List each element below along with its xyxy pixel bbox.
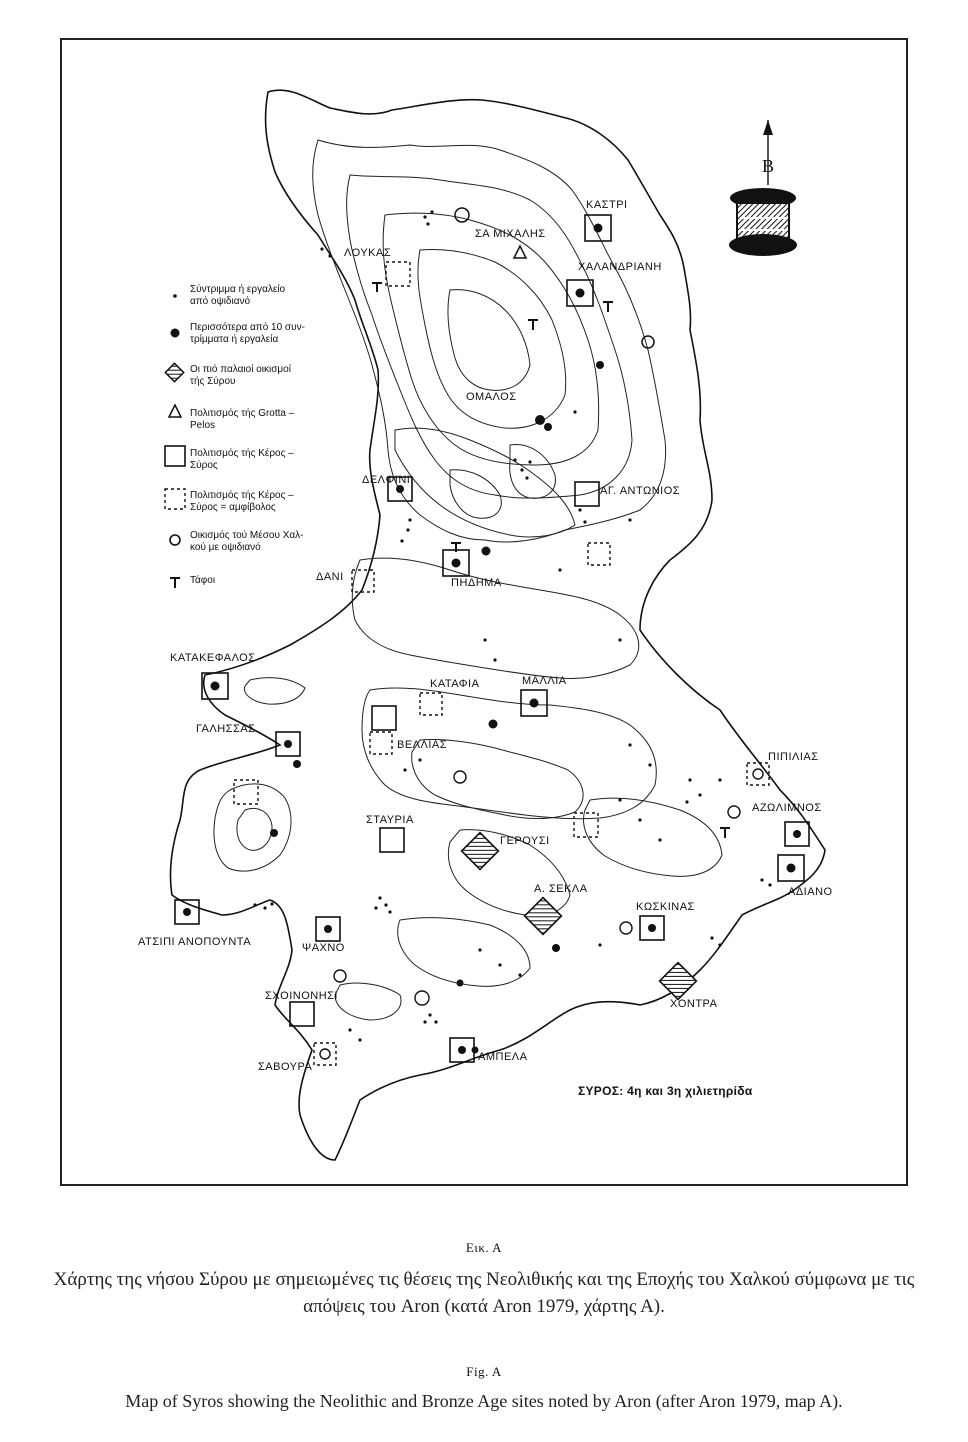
map-title: ΣΥΡΟΣ: 4η και 3η χιλιετηρίδα [578, 1084, 753, 1098]
place-label-atsipi: ΑΤΣΙΠΙ ΑΝΟΠΟΥΝΤΑ [138, 936, 252, 948]
legend-item [160, 575, 350, 587]
place-label-chalandriani: ΧΑΛΑΝΔΡΙΑΝΗ [578, 261, 662, 273]
place-label-gerousi: ΓΕΡΟΥΣΙ [500, 835, 550, 847]
north-label: Β [761, 156, 775, 176]
place-label-vellias: ΒΕΛΛΙΑΣ [397, 739, 448, 751]
place-label-omalos: ΟΜΑΛΟΣ [466, 391, 517, 403]
place-label-pipilias: ΠΙΠΙΛΙΑΣ [768, 751, 819, 763]
place-label-pidima: ΠΗΔΗΜΑ [451, 577, 502, 589]
place-label-chontra: ΧΟΝΤΡΑ [670, 998, 718, 1010]
place-label-delfini: ΔΕΛΦΙΝΙ [362, 474, 411, 486]
place-label-katafia: ΚΑΤΑΦΙΑ [430, 678, 480, 690]
legend-text: Τάφοι [190, 575, 216, 586]
place-label-schoinonisi: ΣΧΟΙΝΟΝΗΣΙ [265, 990, 338, 1002]
place-label-stavria: ΣΤΑΥΡΙΑ [366, 814, 414, 826]
legend-text: Πολιτισμός τής Κέρος – Σύρος [190, 448, 294, 471]
place-label-galissas: ΓΑΛΗΣΣΑΣ [196, 723, 256, 735]
legend-item [160, 408, 350, 432]
cycladic-pyxis-icon [729, 188, 797, 256]
place-label-koskinas: ΚΩΣΚΙΝΑΣ [636, 901, 695, 913]
place-label-savoura: ΣΑΒΟΥΡΑ [258, 1061, 313, 1073]
legend-item [160, 448, 350, 472]
place-label-a-sekla: Α. ΣΕΚΛΑ [534, 883, 588, 895]
place-label-kastri: ΚΑΣΤΡΙ [586, 199, 628, 211]
legend-item [160, 322, 350, 346]
place-label-katakefalos: ΚΑΤΑΚΕΦΑΛΟΣ [170, 652, 256, 664]
legend-item [160, 490, 350, 514]
place-label-mallia: ΜΑΛΛΙΑ [522, 675, 567, 687]
place-label-ag-antonios: ΑΓ. ΑΝΤΩΝΙΟΣ [600, 485, 681, 497]
legend-text: Πολιτισμός τής Κέρος – Σύρος = αμφίβολος [190, 490, 294, 513]
legend-text: Οι πιό παλαιοί οικισμοί τής Σύρου [190, 364, 291, 387]
legend-item [160, 530, 350, 554]
legend-text: Σύντριμμα ή εργαλείο από οψιδιανό [190, 284, 286, 307]
place-label-psachno: ΨΑΧΝΟ [302, 942, 345, 954]
caption-greek-text: Χάρτης της νήσου Σύρου με σημειωμένες τις θέσεις της Νεολιθικής και της Εποχής του Χαλκού σύμφωνα με τις απόψεις του Aron (κατά Aron 1979, χάρτης Α). [53, 1269, 915, 1317]
caption-greek-label: Εικ. Α [465, 1240, 503, 1255]
place-label-loukas: ΛΟΥΚΑΣ [344, 247, 392, 259]
place-label-dani: ΔΑΝΙ [316, 571, 344, 583]
caption-english-text: Map of Syros showing the Neolithic and Bronze Age sites noted by Aron (after Aron 1979, map A). [125, 1391, 843, 1411]
legend-item [160, 284, 350, 308]
legend-text: Περισσότερα από 10 συν- τρίμματα ή εργαλεία [190, 322, 305, 345]
legend-text: Πολιτισμός τής Grotta – Pelos [190, 408, 295, 431]
legend-item [160, 364, 350, 388]
place-label-adiano: ΑΔΙΑΝΟ [788, 886, 833, 898]
place-label-ag-michalis: ΣΑ ΜΙΧΑΛΗΣ [475, 228, 546, 240]
place-label-azolimnos: ΑΖΩΛΙΜΝΟΣ [752, 802, 822, 814]
place-label-ampela: ΑΜΠΕΛΑ [478, 1051, 528, 1063]
legend-text: Οικισμός τού Μέσου Χαλ- κού με οψιδιανό [190, 530, 304, 553]
caption-english-label: Fig. A [466, 1364, 502, 1379]
